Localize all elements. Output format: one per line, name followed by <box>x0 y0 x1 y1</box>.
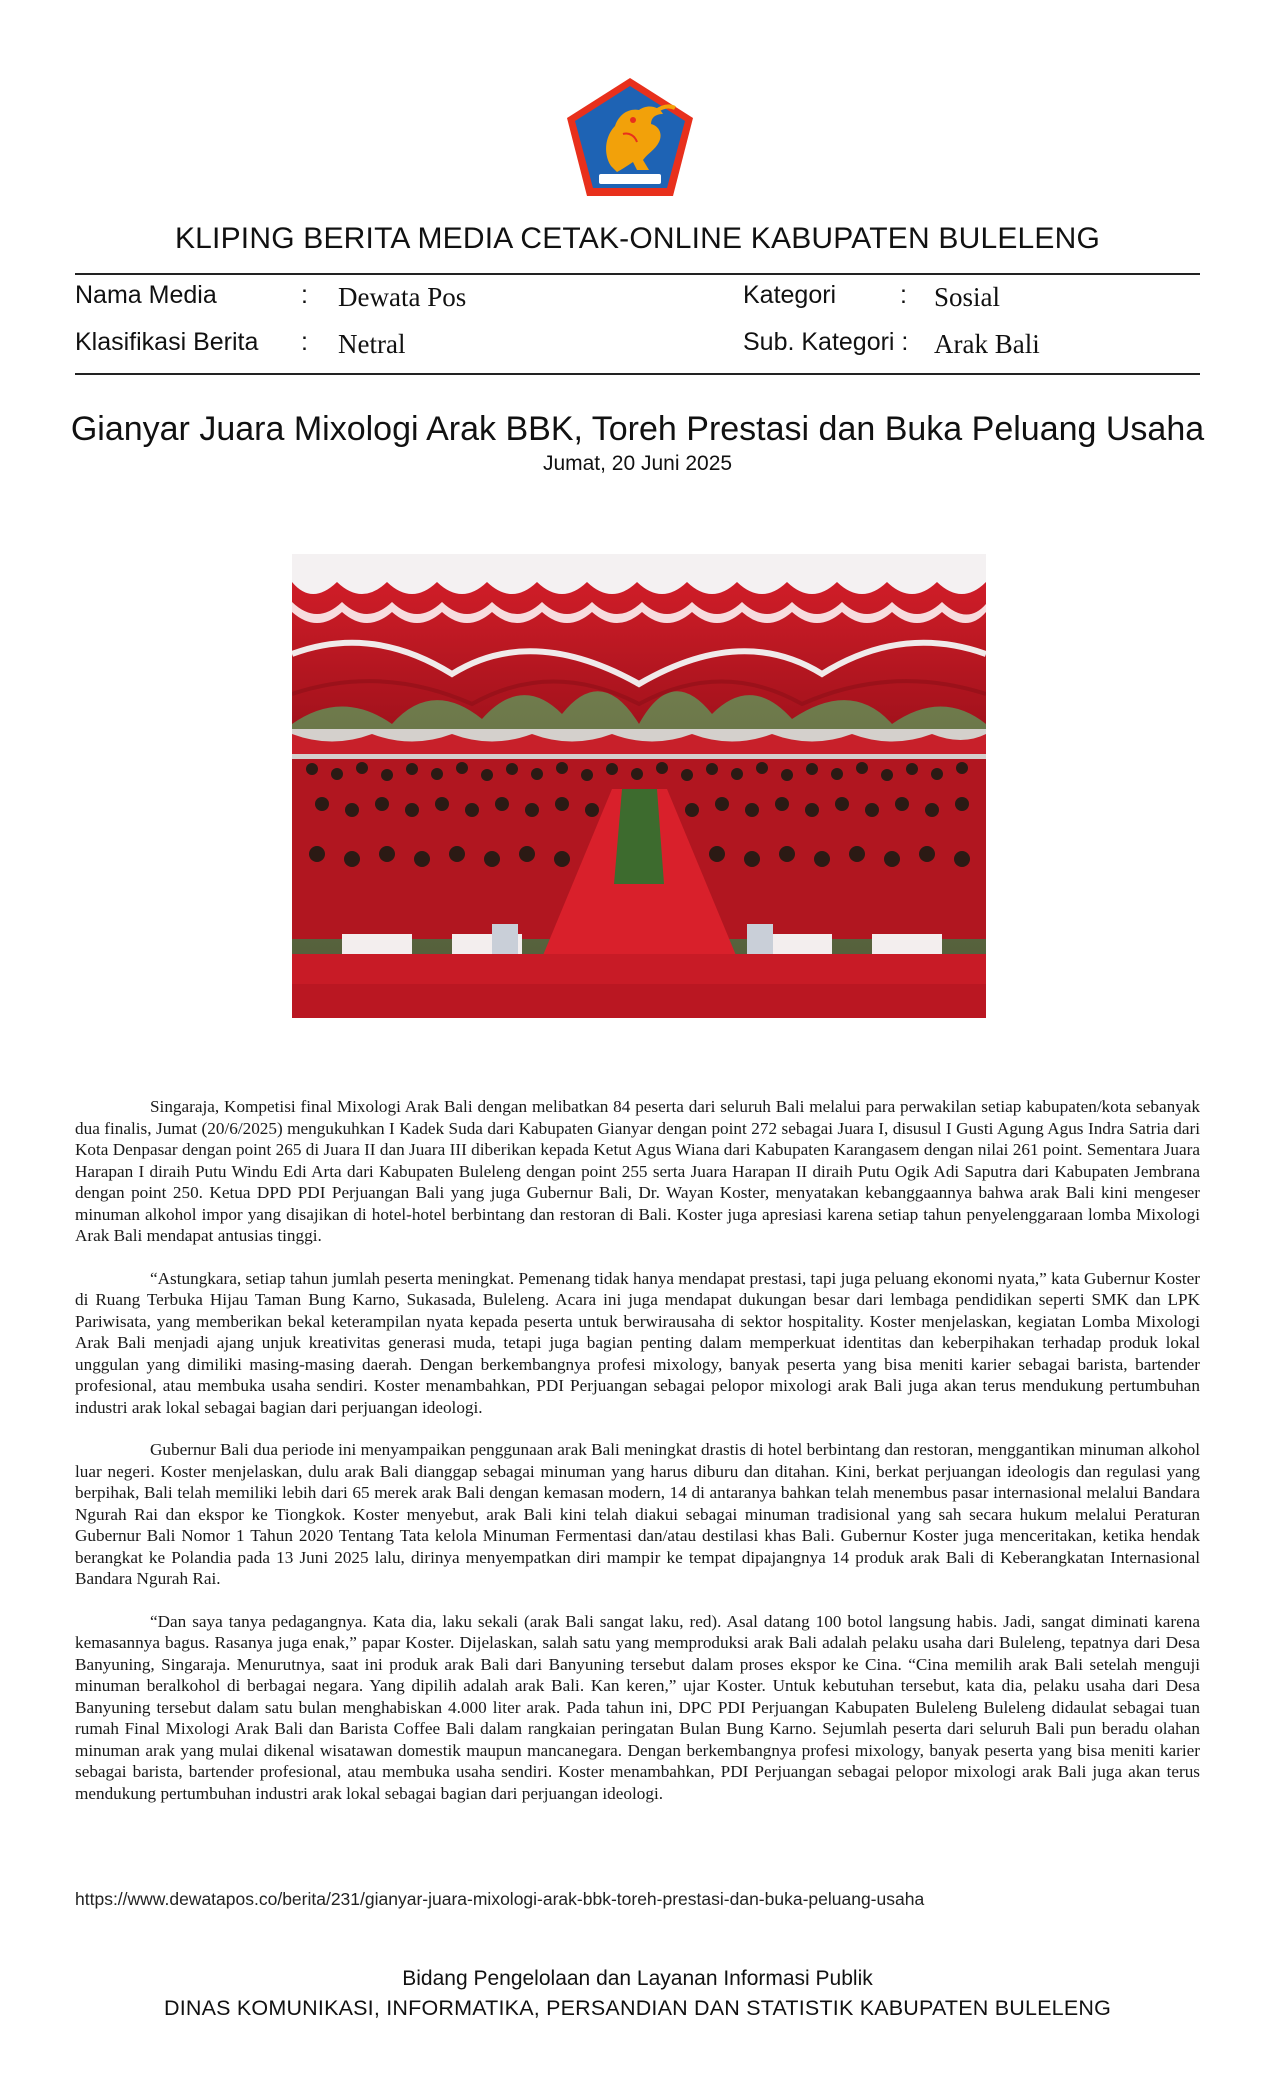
buleleng-coat-of-arms-icon <box>563 74 697 200</box>
article-paragraph: Gubernur Bali dua periode ini menyampaikan penggunaan arak Bali meningkat drastis di hotel berbintang dan restoran, menggantikan minuman alkohol luar negeri. Koster menjelaskan, dulu arak Bali dianggap sebagai minuman yang harus diburu dan ditahan. Kini, berkat perjuangan ideologis dan regulasi yang berpihak, Bali telah memiliki lebih dari 65 merek arak Bali dengan kemasan modern, 14 di antaranya bahkan telah menembus pasar internasional melalui Bandara Ngurah Rai dan ekspor ke Tiongkok. Koster menyebut, arak Bali kini telah diakui sebagai minuman tradisional yang sah secara hukum melalui Peraturan Gubernur Bali Nomor 1 Tahun 2020 Tentang Tata kelola Minuman Fermentasi dan/atau destilasi khas Bali. Gubernur Koster juga menceritakan, ketika hendak berangkat ke Polandia pada 13 Juni 2025 lalu, dirinya menyempatkan diri mampir ke tempat dipajangnya 14 produk arak Bali di Keberangkatan Internasional Bandara Ngurah Rai. <box>75 1440 1200 1588</box>
klasifikasi-label: Klasifikasi Berita <box>75 328 259 356</box>
article-title: Gianyar Juara Mixologi Arak BBK, Toreh Prestasi dan Buka Peluang Usaha <box>70 410 1205 448</box>
clipping-header-title: KLIPING BERITA MEDIA CETAK-ONLINE KABUPATEN BULELENG <box>174 222 1101 255</box>
header-bottom-rule <box>75 373 1200 375</box>
article-paragraph: “Astungkara, setiap tahun jumlah peserta meningkat. Pemenang tidak hanya mendapat prestasi, tapi juga peluang ekonomi nyata,” kata Gubernur Koster di Ruang Terbuka Hijau Taman Bung Karno, Sukasada, Buleleng. Acara ini juga mendapat dukungan besar dari lembaga pendidikan seperti SMK dan LPK Pariwisata, yang memberikan bekal keterampilan nyata kepada peserta untuk berwirausaha di sektor hospitality. Koster menjelaskan, kegiatan Lomba Mixologi Arak Bali menjadi ajang unjuk kreativitas generasi muda, tetapi juga bagian penting dalam memperkuat identitas dan keberpihakan terhadap produk lokal unggulan yang dimiliki masing-masing daerah. Dengan berkembangnya profesi mixology, banyak peserta yang bisa meniti karier sebagai barista, bartender profesional, atau membuka usaha sendiri. Koster menambahkan, PDI Perjuangan sebagai pelopor mixologi arak Bali juga akan terus mendukung pertumbuhan industri arak lokal sebagai bagian dari perjuangan ideologi. <box>75 1268 1201 1417</box>
article-photo <box>292 554 986 1018</box>
article-body <box>75 1096 1200 1825</box>
nama-media-label: Nama Media <box>75 281 217 309</box>
kategori-label: Kategori <box>743 281 837 309</box>
sub-kategori-value: Arak Bali <box>934 329 1040 359</box>
footer-agency: DINAS KOMUNIKASI, INFORMATIKA, PERSANDIAN DAN STATISTIK KABUPATEN BULELENG <box>163 1996 1112 2020</box>
article-paragraph: Singaraja, Kompetisi final Mixologi Arak Bali dengan melibatkan 84 peserta dari seluruh Bali melalui para perwakilan setiap kabupaten/kota sebanyak dua finalis, Jumat (20/6/2025) mengukuhkan I Kadek Suda dari Kabupaten Gianyar dengan point 272 sebagai Juara I, disusul I Gusti Agung Agus Indra Satria dari Kota Denpasar dengan point 265 di Juara II dan Juara III diberikan kepada Ketut Agus Wiana dari Kabupaten Karangasem dengan nilai 261 point. Sementara Juara Harapan I diraih Putu Windu Edi Arta dari Kabupaten Buleleng dengan point 255 serta Juara Harapan II diraih Putu Ogik Adi Saputra dari Kabupaten Jembrana dengan point 250. Ketua DPD PDI Perjuangan Bali yang juga Gubernur Bali, Dr. Wayan Koster, menyatakan kebanggaannya bahwa arak Bali kini mengeser minuman alkohol impor yang disajikan di hotel-hotel berbintang dan restoran di Bali. Koster juga apresiasi karena setiap tahun penyelenggaraan lomba Mixologi Arak Bali mendapat antusias tinggi. <box>75 1097 1200 1245</box>
klasifikasi-value: Netral <box>338 329 406 359</box>
kategori-value: Sosial <box>934 282 1001 312</box>
header-top-rule <box>75 273 1200 275</box>
source-url[interactable]: https://www.dewatapos.co/berita/231/gianyar-juara-mixologi-arak-bbk-toreh-prestasi-dan-buka-peluang-usaha <box>75 1889 925 1909</box>
footer-division: Bidang Pengelolaan dan Layanan Informasi Publik <box>402 1967 873 1990</box>
sub-kategori-label: Sub. Kategori : <box>743 328 909 356</box>
kategori-colon: : <box>900 281 907 309</box>
nama-media-colon: : <box>301 281 308 309</box>
article-paragraph: “Dan saya tanya pedagangnya. Kata dia, laku sekali (arak Bali sangat laku, red). Asal datang 100 botol langsung habis. Jadi, sangat diminati karena kemasannya bagus. Rasanya juga enak,” papar Koster. Dijelaskan, salah satu yang memproduksi arak Bali adalah pelaku usaha dari Buleleng, tepatnya dari Desa Banyuning, Singaraja. Menurutnya, saat ini produk arak Bali dari Banyuning tersebut dalam proses ekspor ke Cina. “Cina memilih arak Bali setelah menguji minuman beralkohol di berbagai negara. Yang dipilih adalah arak Bali. Kan keren,” ujar Koster. Untuk kebutuhan tersebut, kata dia, pelaku usaha dari Desa Banyuning tersebut dalam satu bulan menghabiskan 4.000 liter arak. Pada tahun ini, DPC PDI Perjuangan Kabupaten Buleleng Buleleng didaulat sebagai tuan rumah Final Mixologi Arak Bali dan Barista Coffee Bali dalam rangkaian peringatan Bulan Bung Karno. Sejumlah peserta dari seluruh Bali pun beradu olahan minuman arak yang mulai dikenal wisatawan domestik maupun mancanegara. Dengan berkembangnya profesi mixology, banyak peserta yang bisa meniti karier sebagai barista, bartender profesional, atau membuka usaha sendiri. Koster menambahkan, PDI Perjuangan sebagai pelopor mixologi arak Bali juga akan terus mendukung pertumbuhan industri arak lokal sebagai bagian dari perjuangan ideologi. <box>75 1611 1200 1803</box>
nama-media-value: Dewata Pos <box>338 282 467 312</box>
article-date: Jumat, 20 Juni 2025 <box>542 452 733 475</box>
klasifikasi-colon: : <box>301 328 308 356</box>
